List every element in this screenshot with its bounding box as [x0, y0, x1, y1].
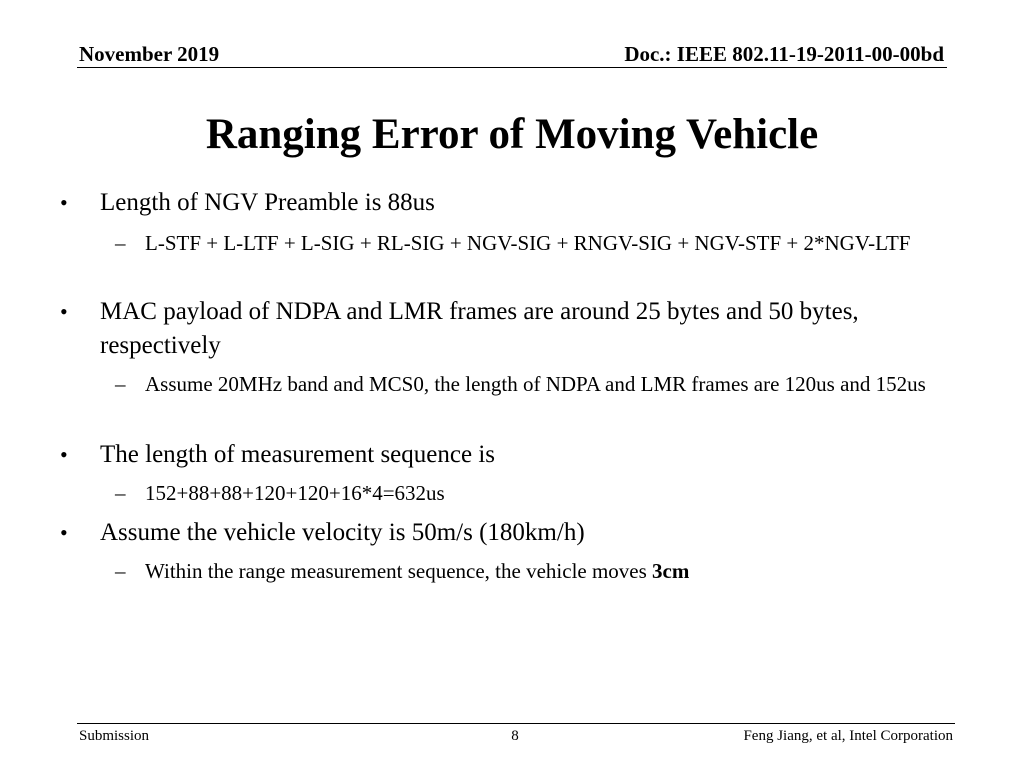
bullet-4-glyph: • — [60, 520, 68, 545]
bullet-3 — [60, 438, 930, 472]
footer-rule — [77, 723, 955, 724]
sub-bullet-3-glyph: – — [115, 481, 126, 505]
bullet-4 — [60, 516, 930, 550]
bullet-1 — [60, 186, 930, 220]
header-date: November 2019 — [79, 42, 220, 66]
bullet-2 — [60, 295, 930, 363]
footer-submission: Submission — [79, 728, 150, 744]
bullet-1-glyph: • — [60, 190, 68, 215]
bullet-3-text: The length of measurement sequence is — [100, 441, 495, 468]
header-rule — [77, 67, 947, 68]
sub-bullet-3 — [115, 478, 955, 509]
sub-bullet-4-emphasis: 3cm — [652, 559, 690, 583]
slide-title: Ranging Error of Moving Vehicle — [205, 111, 819, 158]
sub-bullet-4-glyph: – — [115, 559, 126, 583]
bullet-2-glyph: • — [60, 299, 68, 324]
sub-bullet-1-glyph: – — [115, 231, 126, 255]
sub-bullet-2 — [115, 369, 955, 400]
page-number: 8 — [511, 728, 519, 744]
sub-bullet-4-text: Within the range measurement sequence, the vehicle moves — [145, 559, 653, 583]
sub-bullet-1-text: L-STF + L-LTF + L-SIG + RL-SIG + NGV-SIG + RNGV-SIG + NGV-STF + 2*NGV-LTF — [145, 231, 911, 255]
sub-bullet-3-text: 152+88+88+120+120+16*4=632us — [145, 481, 445, 505]
sub-bullet-4 — [115, 556, 955, 587]
footer-author: Feng Jiang, et al, Intel Corporation — [743, 728, 953, 744]
bullet-4-text: Assume the vehicle velocity is 50m/s (180km/h) — [100, 519, 585, 546]
sub-bullet-2-text: Assume 20MHz band and MCS0, the length of NDPA and LMR frames are 120us and 152us — [145, 372, 926, 396]
bullet-1-text: Length of NGV Preamble is 88us — [100, 189, 435, 216]
header-doc-id: Doc.: IEEE 802.11-19-2011-00-00bd — [624, 42, 944, 66]
bullet-2-text: MAC payload of NDPA and LMR frames are around 25 bytes and 50 bytes, respectively — [100, 298, 859, 359]
sub-bullet-1 — [115, 228, 955, 259]
bullet-3-glyph: • — [60, 442, 68, 467]
sub-bullet-2-glyph: – — [115, 372, 126, 396]
